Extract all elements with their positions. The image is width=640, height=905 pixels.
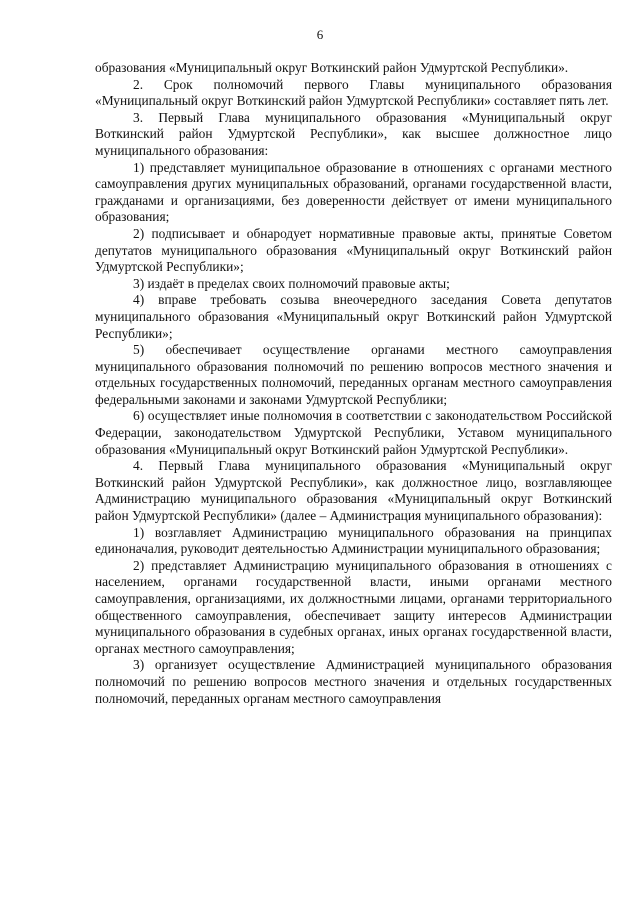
- list-item-issues-acts: 3) издаёт в пределах своих полномочий правовые акты;: [133, 275, 450, 291]
- list-item-other-powers: 6) осуществляет иные полномочия в соответствии с законодательством Российской Федерации, законодательством Удмуртской Республики, Уставом муниципального образования «Муниципальный округ Воткинский район Удмуртской Республики».: [95, 408, 612, 457]
- paragraph-head-of-administration: 4. Первый Глава муниципального образования «Муниципальный округ Воткинский район Удмуртской Республики», как должностное лицо, возглавляющее Администрацию муниципального образования «Муниципальный округ Воткинский район Удмуртской Республики» (далее – Администрация муниципального образования):: [95, 458, 612, 524]
- list-item-organizes-powers: 3) организует осуществление Администрацией муниципального образования полномочий по решению вопросов местного значения и отдельных государственных полномочий, переданных органам местного самоуправления: [95, 657, 612, 706]
- list-item-signs-acts: 2) подписывает и обнародует нормативные правовые акты, принятые Советом депутатов муниципального образования «Муниципальный округ Воткинский район Удмуртской Республики»;: [95, 225, 612, 275]
- page-number: 6: [316, 27, 324, 42]
- list-item-represents-administration: 2) представляет Администрацию муниципального образования в отношениях с населением, органами государственной власти, иными органами местного самоуправления, организациями, их должностными лицами, органами территориального общественного самоуправления, обеспечивает защиту интересов Администрации муниципального образования в судебных органах, иных органах государственной власти, органах местного самоуправления;: [95, 557, 612, 656]
- list-item-heads-administration: 1) возглавляет Администрацию муниципального образования на принципах единоначалия, руководит деятельностью Администрации муниципального образования;: [95, 524, 612, 557]
- list-item-represents: 1) представляет муниципальное образование в отношениях с органами местного самоуправления других муниципальных образований, органами государственной власти, гражданами и организациями, без доверенности действует от имени муниципального образования;: [95, 159, 612, 225]
- paragraph-term-of-office: 2. Срок полномочий первого Главы муниципального образования «Муниципальный округ Воткинский район Удмуртской Республики» составляет пять лет.: [95, 76, 612, 109]
- document-body: [95, 60, 612, 707]
- paragraph-continuation: образования «Муниципальный округ Воткинский район Удмуртской Республики».: [95, 60, 569, 75]
- list-item-ensures-powers: 5) обеспечивает осуществление органами местного самоуправления муниципального образования полномочий по решению вопросов местного значения и отдельных государственных полномочий, переданных органам местного самоуправления федеральными законами и законами Удмуртской Республики;: [95, 342, 612, 407]
- list-item-extraordinary-session: 4) вправе требовать созыва внеочередного заседания Совета депутатов муниципального образования «Муниципальный округ Воткинский район Удмуртской Республики»;: [95, 292, 612, 341]
- paragraph-head-as-highest-official: 3. Первый Глава муниципального образования «Муниципальный округ Воткинский район Удмуртской Республики», как высшее должностное лицо муниципального образования:: [95, 109, 612, 158]
